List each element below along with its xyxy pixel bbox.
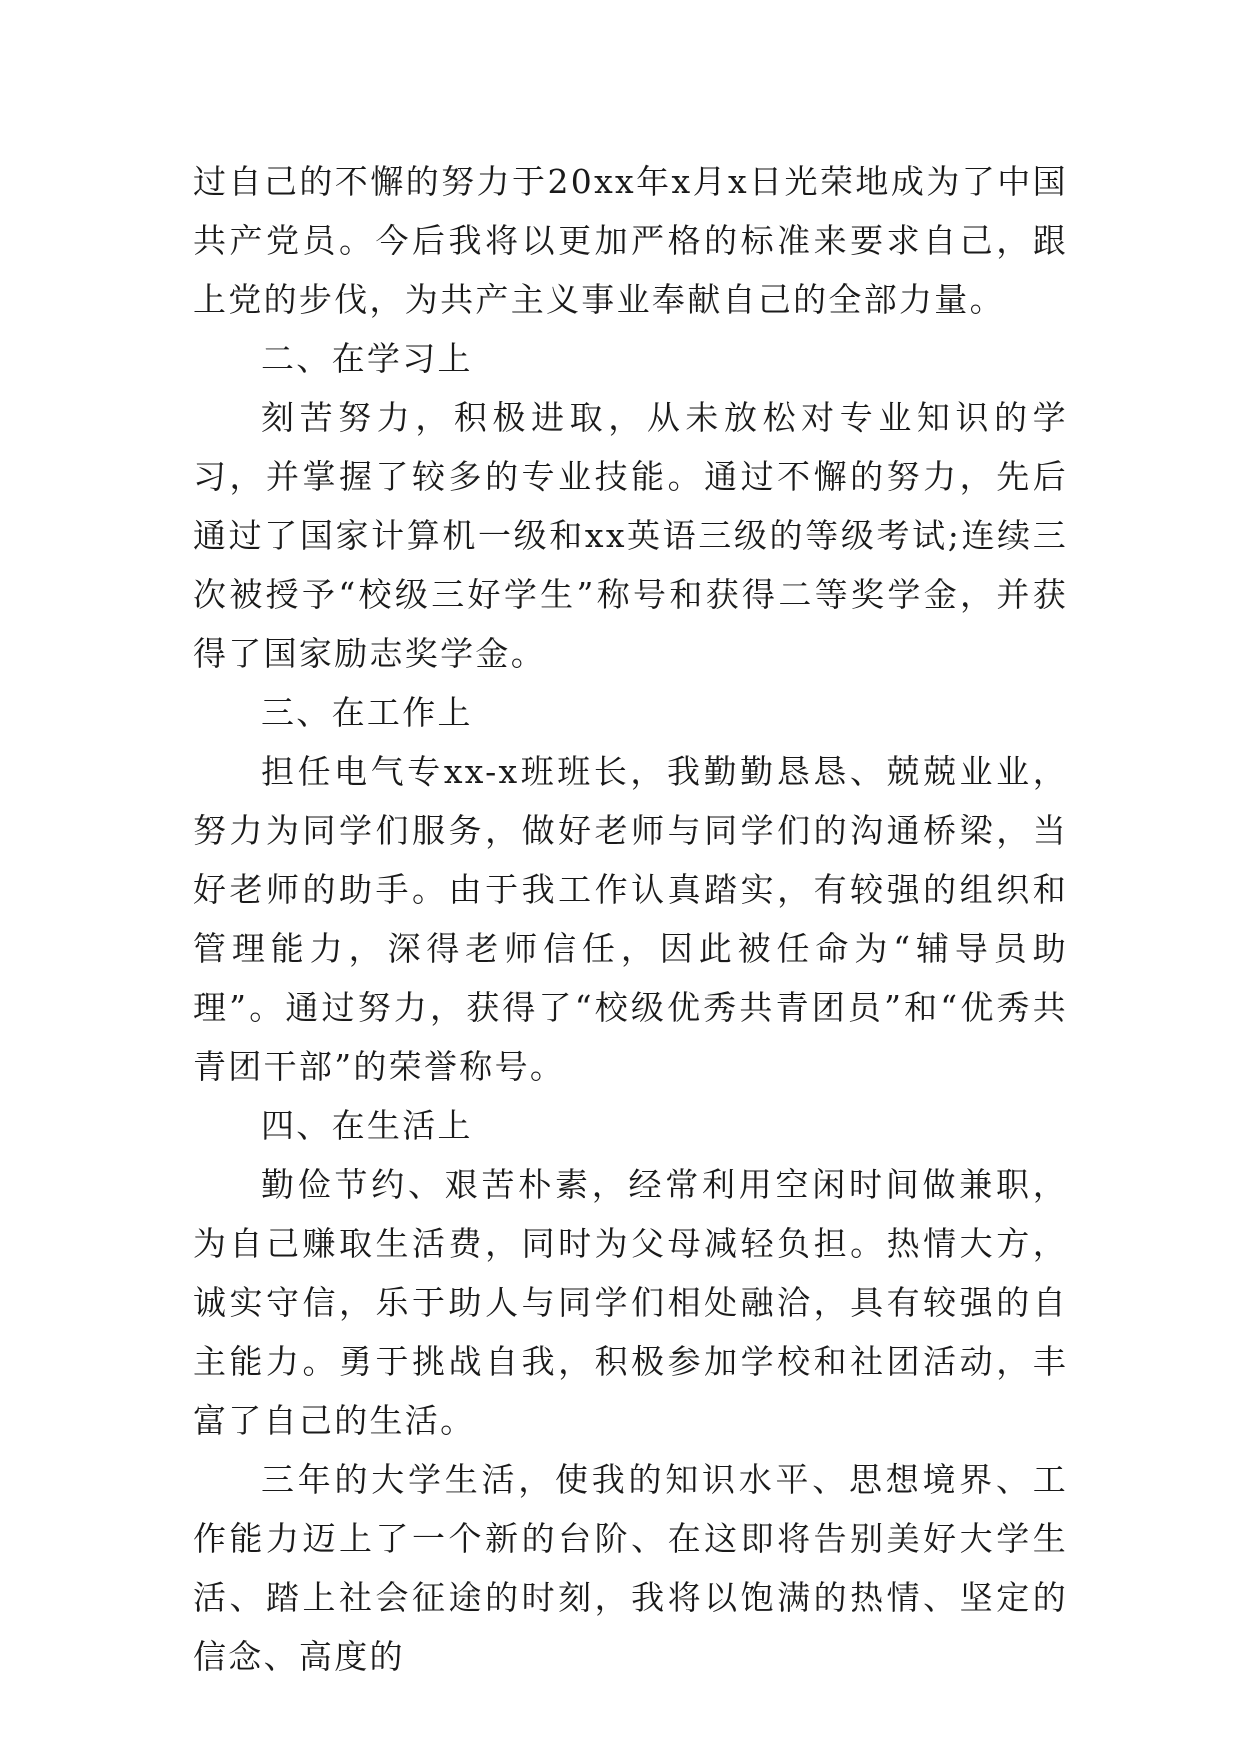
paragraph-work: 担任电气专xx-x班班长，我勤勤恳恳、兢兢业业，努力为同学们服务，做好老师与同学们的沟通桥梁，当好老师的助手。由于我工作认真踏实，有较强的组织和管理能力，深得老师信任，因此被任命为“辅导员助理”。通过努力，获得了“校级优秀共青团员”和“优秀共青团干部”的荣誉称号。 [193,752,1068,1086]
paragraph-continued-party-membership: 过自己的不懈的努力于20xx年x月x日光荣地成为了中国共产党员。今后我将以更加严格的标准来要求自己，跟上党的步伐，为共产主义事业奉献自己的全部力量。 [193,162,1068,319]
section-heading-life: 四、在生活上 [261,1106,473,1145]
section-heading-work: 三、在工作上 [261,693,473,732]
section-heading-study: 二、在学习上 [261,339,473,378]
paragraph-life: 勤俭节约、艰苦朴素，经常利用空闲时间做兼职，为自己赚取生活费，同时为父母减轻负担。热情大方，诚实守信，乐于助人与同学们相处融洽，具有较强的自主能力。勇于挑战自我，积极参加学校和社团活动，丰富了自己的生活。 [193,1165,1068,1440]
paragraph-study: 刻苦努力，积极进取，从未放松对专业知识的学习，并掌握了较多的专业技能。通过不懈的努力，先后通过了国家计算机一级和xx英语三级的等级考试;连续三次被授予“校级三好学生”称号和获得二等奖学金，并获得了国家励志奖学金。 [193,398,1068,673]
document-body [193,152,1068,1686]
paragraph-conclusion: 三年的大学生活，使我的知识水平、思想境界、工作能力迈上了一个新的台阶、在这即将告别美好大学生活、踏上社会征途的时刻，我将以饱满的热情、坚定的信念、高度的 [193,1460,1068,1676]
